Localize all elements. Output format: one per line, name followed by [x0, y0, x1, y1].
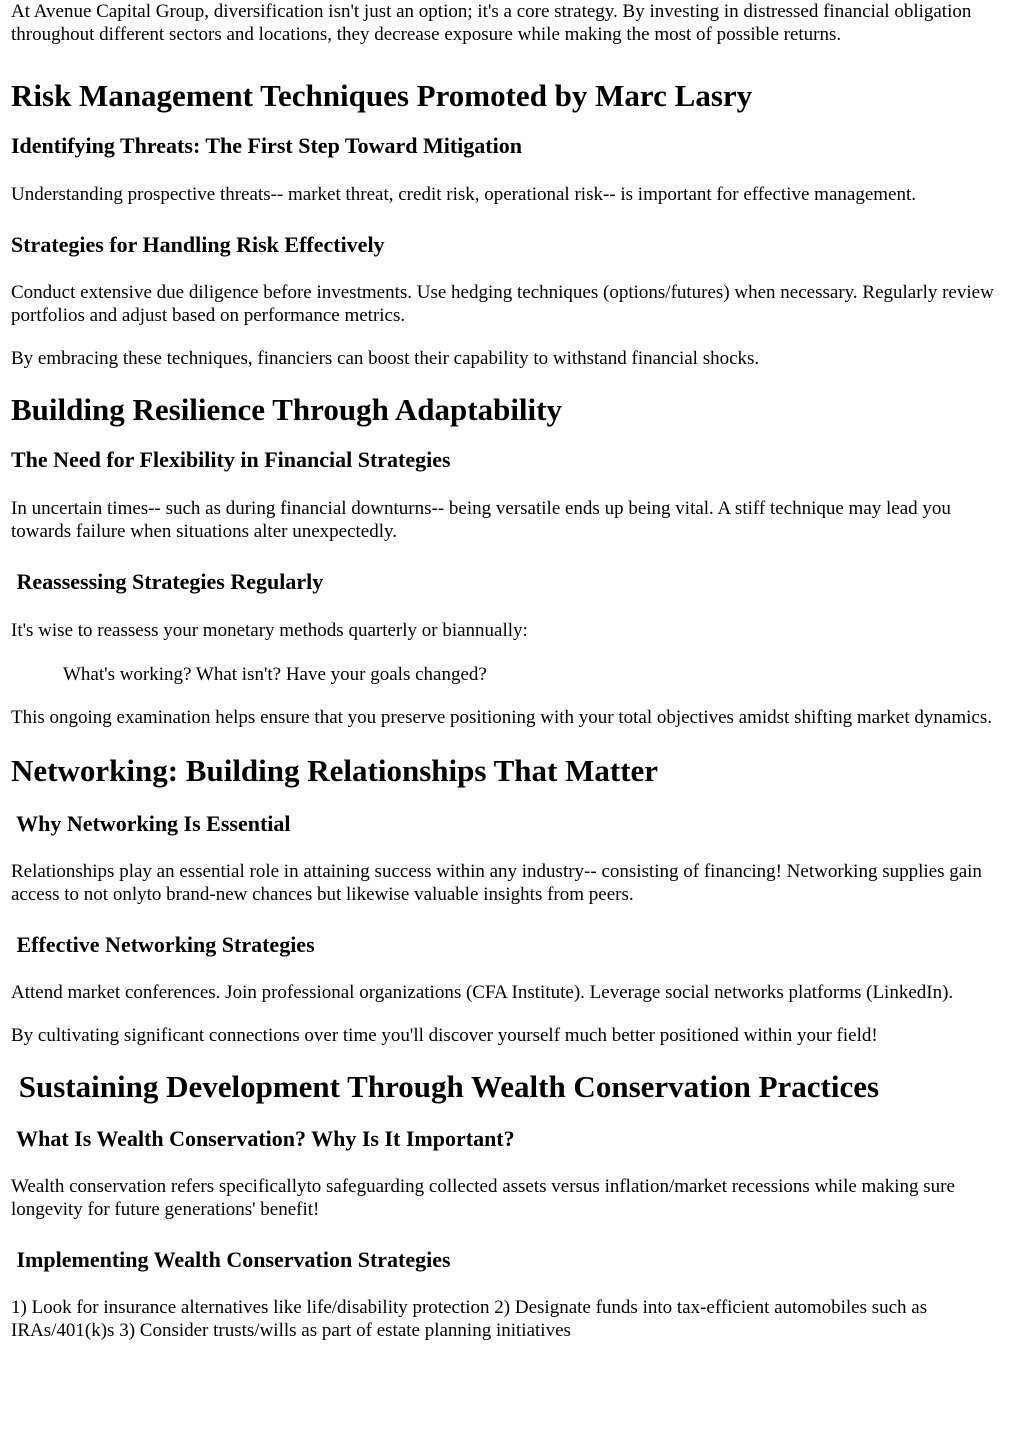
paragraph-cultivating-connections: By cultivating significant connections over time you'll discover yourself much better positioned within your field! [11, 1025, 878, 1046]
paragraph-flexibility: In uncertain times-- such as during financial downturns-- being versatile ends up being vital. A stiff technique may lead you towards failure when situations alter unexpectedly. [11, 498, 951, 542]
subheading-identifying-threats: Identifying Threats: The First Step Toward Mitigation [11, 133, 522, 158]
subheading-reassessing: Reassessing Strategies Regularly [11, 569, 324, 594]
subheading-flexibility: The Need for Flexibility in Financial Strategies [11, 447, 451, 472]
section-title-building-resilience: Building Resilience Through Adaptability [11, 392, 562, 427]
paragraph-networking-strategies: Attend market conferences. Join professional organizations (CFA Institute). Leverage social networks platforms (LinkedIn). [11, 982, 954, 1003]
paragraph-reassess-intro: It's wise to reassess your monetary methods quarterly or biannually: [11, 620, 528, 641]
paragraph-wealth-conservation: Wealth conservation refers specificallyto safeguarding collected assets versus inflation/market recessions while making sure longevity for future generations' benefit! [11, 1176, 955, 1220]
paragraph-embracing-techniques: By embracing these techniques, financiers can boost their capability to withstand financial shocks. [11, 348, 760, 369]
paragraph-implementing-strategies: 1) Look for insurance alternatives like life/disability protection 2) Designate funds into tax-efficient automobiles such as IRAs/401(k)s 3) Consider trusts/wills as part of estate planning initiatives [11, 1297, 928, 1341]
subheading-networking-strategies: Effective Networking Strategies [11, 932, 315, 957]
subheading-implementing-strategies: Implementing Wealth Conservation Strategies [11, 1247, 451, 1272]
subheading-what-is-wealth-conservation: What Is Wealth Conservation? Why Is It Important? [11, 1126, 515, 1151]
section-title-wealth-conservation: Sustaining Development Through Wealth Conservation Practices [11, 1069, 880, 1104]
paragraph-handling-risk: Conduct extensive due diligence before investments. Use hedging techniques (options/futures) when necessary. Regularly review portfolios and adjust based on performance metrics. [11, 282, 994, 326]
paragraph-identifying-threats: Understanding prospective threats-- market threat, credit risk, operational risk-- is important for effective management. [11, 184, 916, 205]
blockquote-questions: What's working? What isn't? Have your goals changed? [63, 664, 487, 685]
intro-paragraph: At Avenue Capital Group, diversification isn't just an option; it's a core strategy. By investing in distressed financial obligation throughout different sectors and locations, they decrease exposure while making the most of possible returns. [11, 1, 972, 45]
subheading-handling-risk: Strategies for Handling Risk Effectively [11, 232, 385, 257]
paragraph-ongoing-examination: This ongoing examination helps ensure that you preserve positioning with your total objectives amidst shifting market dynamics. [11, 707, 992, 728]
paragraph-why-networking: Relationships play an essential role in attaining success within any industry-- consisting of financing! Networking supplies gain access to not onlyto brand-new chances but likewise valuable insights from peers. [11, 861, 982, 905]
section-title-risk-management: Risk Management Techniques Promoted by Marc Lasry [11, 78, 753, 113]
subheading-why-networking: Why Networking Is Essential [11, 811, 291, 836]
section-title-networking: Networking: Building Relationships That Matter [11, 753, 659, 788]
